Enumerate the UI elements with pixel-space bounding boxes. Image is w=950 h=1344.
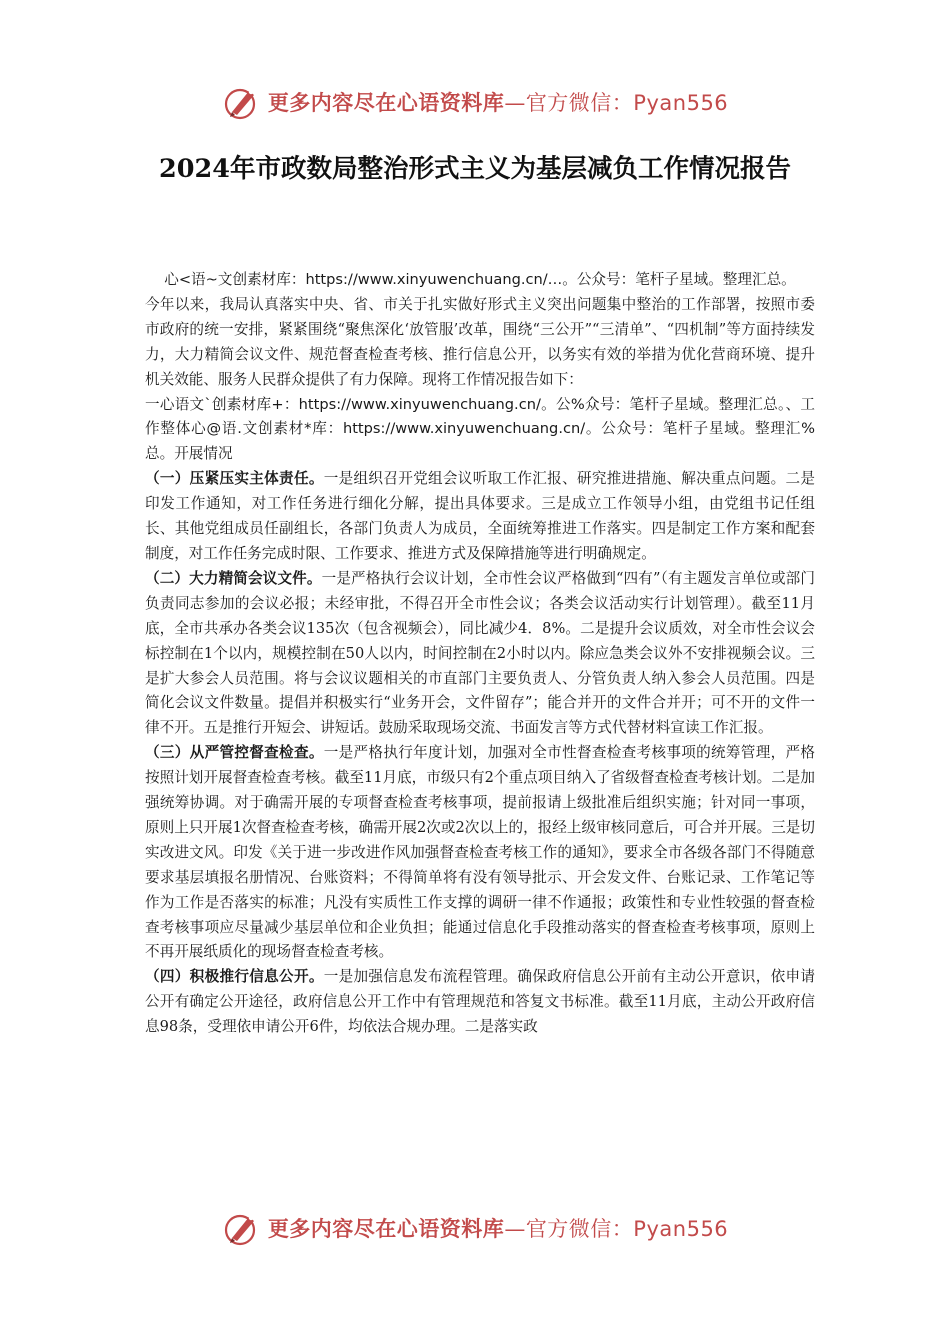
pen-logo-icon <box>222 1208 262 1248</box>
paragraph-heading: （四）积极推行信息公开。 <box>145 968 324 986</box>
paragraph-1 <box>145 467 815 567</box>
paragraph-heading: （二）大力精简会议文件。 <box>145 569 322 587</box>
section-heading-line: 一心语文`创素材库+：https://www.xinyuwenchuang.cn/。公%众号：笔杆子星域。整理汇总。、工作整体心@语.文创素材*库：https://www.xinyuwenchuang.cn/。公众号：笔杆子星域。整理汇%总。开展情况 <box>145 395 815 463</box>
banner-text-main: 更多内容尽在心语资料库 <box>267 1217 505 1241</box>
footer-banner <box>0 1208 950 1248</box>
paragraph-text: 一是加强信息发布流程管理。确保政府信息公开前有主动公开意识，依申请公开有确定公开途径，政府信息公开工作中有管理规范和答复文书标准。截至11月底，主动公开政府信息98条，受理依申请公开6件，均依法合规办理。二是落实政 <box>145 968 815 1036</box>
document-title: 2024年市政数局整治形式主义为基层减负工作情况报告 <box>159 154 791 184</box>
paragraph-heading: （一）压紧压实主体责任。 <box>145 470 324 488</box>
header-banner <box>0 82 950 122</box>
banner-text-rest: —官方微信：Pyan556 <box>504 91 729 115</box>
paragraph-2 <box>145 567 815 741</box>
paragraph-text: 一是严格执行年度计划，加强对全市性督查检查考核事项的统筹管理，严格按照计划开展督查检查考核。截至11月底，市级只有2个重点项目纳入了省级督查检查考核计划。二是加强统筹协调。对于确需开展的专项督查检查考核事项，提前报请上级批准后组织实施；针对同一事项，原则上只开展1次督查检查考核，确需开展2次或2次以上的，报经上级审核同意后，可合并开展。三是切实改进文风。印发《关于进一步改进作风加强督查检查考核工作的通知》，要求全市各级各部门不得随意要求基层填报名册情况、台账资料；不得简单将有没有领导批示、开会发文件、台账记录、工作笔记等作为工作是否落实的标准；凡没有实质性工作支撑的调研一律不作通报；政策性和专业性较强的督查检查考核事项应尽量减少基层单位和企业负担；能通过信息化手段推动落实的督查检查考核事项，原则上不再开展纸质化的现场督查检查考核。 <box>145 744 815 961</box>
document-body <box>145 268 815 1040</box>
paragraph-heading: （三）从严管控督查检查。 <box>145 744 324 762</box>
paragraph-3 <box>145 741 815 965</box>
banner-text <box>268 1213 728 1243</box>
banner-text-main: 更多内容尽在心语资料库 <box>267 91 505 115</box>
paragraph-text: 一是严格执行会议计划，全市性会议严格做到“四有”（有主题发言单位或部门负责同志参加的会议必报；未经审批，不得召开全市性会议；各类会议活动实行计划管理）。截至11月底，全市共承办各类会议135次（包含视频会），同比减少4．8%。二是提升会议质效，对全市性会议会标控制在1个以内，规模控制在50人以内，时间控制在2小时以内。除应急类会议外不安排视频会议。三是扩大参会人员范围。将与会议议题相关的市直部门主要负责人、分管负责人纳入参会人员范围。四是简化会议文件数量。提倡并积极实行“业务开会，文件留存”；能合并开的文件合并开；可不开的文件一律不开。五是推行开短会、讲短话。鼓励采取现场交流、书面发言等方式代替材料宣读工作汇报。 <box>145 569 815 737</box>
pen-logo-icon <box>222 82 262 122</box>
paragraph-4 <box>145 965 815 1040</box>
paragraph-text: 一是组织召开党组会议听取工作汇报、研究推进措施、解决重点问题。二是印发工作通知，对工作任务进行细化分解，提出具体要求。三是成立工作领导小组，由党组书记任组长、其他党组成员任副组长，各部门负责人为成员，全面统筹推进工作落实。四是制定工作方案和配套制度，对工作任务完成时限、工作要求、推进方式及保障措施等进行明确规定。 <box>145 470 815 562</box>
intro-paragraph: 今年以来，我局认真落实中央、省、市关于扎实做好形式主义突出问题集中整治的工作部署，按照市委市政府的统一安排，紧紧围绕“聚焦深化‘放管服’改革，围绕“三公开”“三清单”、“四机制”等方面持续发力，大力精简会议文件、规范督查检查考核、推行信息公开，以务实有效的举措为优化营商环境、提升机关效能、服务人民群众提供了有力保障。现将工作情况报告如下： <box>145 295 815 388</box>
banner-text-rest: —官方微信：Pyan556 <box>504 1217 729 1241</box>
banner-text <box>268 87 728 117</box>
source-line: 心<语~文创素材库：https://www.xinyuwenchuang.cn/…。公众号：笔杆子星域。整理汇总。 <box>164 271 796 288</box>
